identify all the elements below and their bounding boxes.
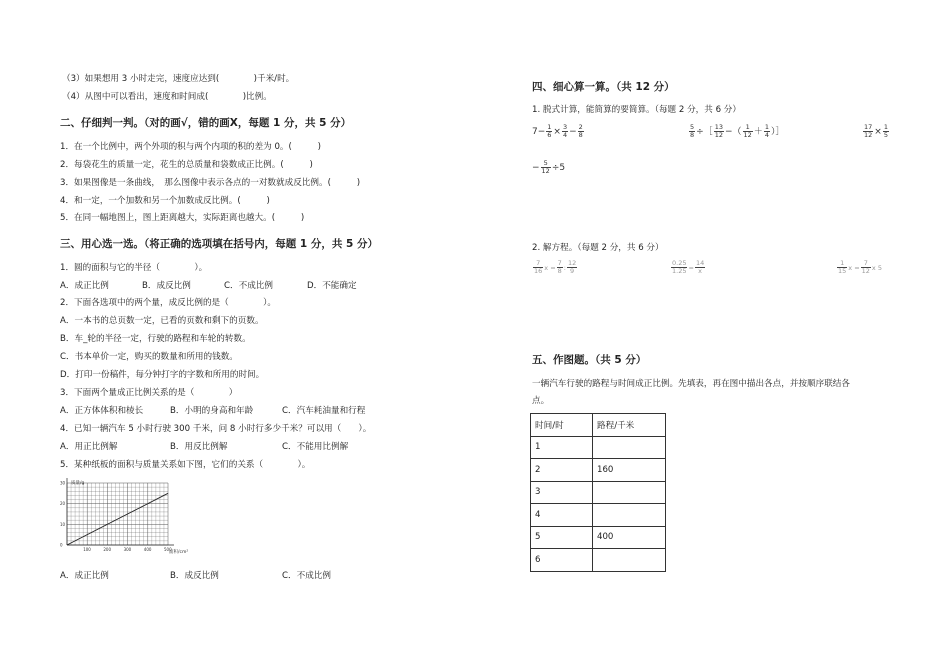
question-4-relation: （4）从图中可以看出，速度和时间成( )比例。 <box>62 92 272 102</box>
choice-q1-option-c: C．不成比例 <box>224 281 273 291</box>
expression-3: $\frac{17}{12}$ × $\frac{1}{5}$ <box>864 123 888 139</box>
table-header-time: 时间/时 <box>531 414 593 437</box>
x-tick-label: 400 <box>143 547 152 552</box>
choice-q2-option-c: C．书本单价一定，购买的数量和所用的钱数。 <box>60 352 238 362</box>
expr2-frac2: $\frac{13}{12}$ <box>714 123 723 139</box>
table-row <box>531 504 666 527</box>
choice-q2-option-d: D．打印一份稿件，每分钟打字的字数和所用的时间。 <box>60 370 265 380</box>
choice-q1-option-a: A．成正比例 <box>60 281 109 291</box>
table-cell-distance: 160 <box>593 459 666 482</box>
table-row <box>531 481 666 504</box>
x-tick-label: 100 <box>83 547 91 552</box>
table-cell-time: 3 <box>531 481 593 504</box>
expr3-frac1: $\frac{17}{12}$ <box>864 123 873 139</box>
choice-q5: 5．某种纸板的面积与质量关系如下图，它们的关系（ ）。 <box>60 460 311 470</box>
eq1-frac1: $\frac{7}{16}$ <box>534 259 543 275</box>
choice-q1: 1．圆的面积与它的半径（ ）。 <box>60 263 208 273</box>
chart-y-label: 质量/g <box>71 481 85 486</box>
judge-item-3: 3．如果图像是一条曲线， 那么图像中表示各点的一对数就成反比例。( ) <box>60 178 361 188</box>
table-row <box>531 459 666 482</box>
time-distance-table <box>530 413 666 572</box>
table-header-distance: 路程/千米 <box>593 414 666 437</box>
area-mass-chart <box>55 474 205 558</box>
table-cell-time: 5 <box>531 526 593 549</box>
expr2-frac3: $\frac{1}{12}$ <box>743 123 752 139</box>
choice-q5-option-b: B．成反比例 <box>170 571 219 581</box>
section-3-title: 三、用心选一选。（将正确的选项填在括号内，每题 1 分，共 5 分） <box>60 238 378 250</box>
eq2-frac1: $\frac{0.25}{1.25}$ <box>672 259 687 275</box>
choice-q1-option-d: D．不能确定 <box>307 281 357 291</box>
choice-q1-option-b: B．成反比例 <box>142 281 191 291</box>
expr1-frac3: $\frac{2}{8}$ <box>578 123 583 139</box>
choice-q4-option-b: B．用反比例解 <box>170 442 228 452</box>
eq1-frac3: $\frac{12}{9}$ <box>567 259 577 275</box>
expr1-frac1: $\frac{1}{6}$ <box>547 123 552 139</box>
choice-q4-option-c: C．不能用比例解 <box>282 442 349 452</box>
section-2-title: 二、仔细判一判。（对的画√，错的画X，每题 1 分，共 5 分） <box>60 117 352 129</box>
table-cell-distance[interactable] <box>593 549 666 572</box>
question-3-speed: （3）如果想用 3 小时走完，速度应达到( )千米/时。 <box>62 74 295 84</box>
equation-instructions: 2. 解方程。（每题 2 分，共 6 分） <box>532 243 664 253</box>
x-tick-label: 500 <box>164 547 172 552</box>
series-line <box>67 493 168 545</box>
expr1-frac2: $\frac{3}{4}$ <box>562 123 568 139</box>
eq1-frac2: $\frac{7}{8}$ <box>557 259 562 275</box>
equation-3: $\frac{1}{15}$ x = $\frac{7}{12}$ x 5 <box>838 259 882 275</box>
y-tick-label: 0 <box>60 542 63 548</box>
judge-item-1: 1．在一个比例中，两个外项的积与两个内项的积的差为 0。( ) <box>60 142 321 152</box>
table-row <box>531 436 666 459</box>
table-cell-time: 6 <box>531 549 593 572</box>
table-header-row <box>531 414 666 437</box>
choice-q3-option-a: A．正方体体积和棱长 <box>60 406 144 416</box>
judge-item-4: 4．和一定，一个加数和另一个加数成反比例。( ) <box>60 196 270 206</box>
choice-q5-option-c: C．不成比例 <box>282 571 331 581</box>
eq3-frac1: $\frac{1}{15}$ <box>838 259 847 275</box>
table-cell-time: 1 <box>531 436 593 459</box>
eq3-frac2: $\frac{7}{12}$ <box>861 259 870 275</box>
choice-q4-option-a: A．用正比例解 <box>60 442 118 452</box>
judge-item-2: 2．每袋花生的质量一定，花生的总质量和袋数成正比例。( ) <box>60 160 313 170</box>
equation-1: $\frac{7}{16}$ x = $\frac{7}{8}$ : $\frac{12}{9}$ <box>534 259 577 275</box>
table-cell-distance[interactable] <box>593 481 666 504</box>
table-cell-time: 4 <box>531 504 593 527</box>
drawing-description-line-1: 一辆汽车行驶的路程与时间成正比例。先填表，再在图中描出各点，并按顺序联结各 <box>532 379 850 389</box>
chart-grid <box>67 483 168 545</box>
x-tick-label: 200 <box>103 547 112 552</box>
choice-q3: 3．下面两个量成正比例关系的是（ ） <box>60 388 238 398</box>
y-tick-label: 30 <box>60 480 66 486</box>
x-tick-label: 300 <box>123 547 132 552</box>
drawing-description-line-2: 点。 <box>532 396 550 406</box>
table-cell-time: 2 <box>531 459 593 482</box>
judge-item-5: 5．在同一幅地图上，图上距离越大，实际距离也越大。( ) <box>60 213 305 223</box>
y-tick-label: 20 <box>60 501 66 507</box>
section-4-title: 四、细心算一算。（共 12 分） <box>532 81 675 93</box>
eq2-frac2: $\frac{14}{x}$ <box>695 259 705 275</box>
choice-q3-option-c: C．汽车耗油量和行程 <box>282 406 366 416</box>
table-cell-distance[interactable] <box>593 504 666 527</box>
choice-q3-option-b: B．小明的身高和年龄 <box>170 406 254 416</box>
expr3-tail-frac: $\frac{5}{12}$ <box>541 159 550 175</box>
choice-q4: 4．已知一辆汽车 5 小时行驶 300 千米，问 8 小时行多少千米？可以用（ ）。 <box>60 424 372 434</box>
chart-series <box>67 493 168 545</box>
choice-q5-option-a: A．成正比例 <box>60 571 109 581</box>
section-5-title: 五、作图题。（共 5 分） <box>532 354 647 366</box>
table-cell-distance: 400 <box>593 526 666 549</box>
expr2-frac1: $\frac{5}{8}$ <box>690 123 695 139</box>
table-row <box>531 526 666 549</box>
chart-x-label: 面积/cm² <box>169 550 189 555</box>
choice-q2: 2．下面各选项中的两个量，成反比例的是（ ）。 <box>60 298 277 308</box>
expression-3-continued: − $\frac{5}{12}$ ÷5 <box>532 159 566 175</box>
table-cell-distance[interactable] <box>593 436 666 459</box>
choice-q2-option-a: A．一本书的总页数一定，已看的页数和剩下的页数。 <box>60 316 264 326</box>
table-row <box>531 549 666 572</box>
expr3-frac2: $\frac{1}{5}$ <box>883 123 888 139</box>
choice-q2-option-b: B．车_轮的半径一定，行驶的路程和车轮的转数。 <box>60 334 251 344</box>
expr1-lead: 7− <box>532 127 546 137</box>
equation-2: $\frac{0.25}{1.25}$ = $\frac{14}{x}$ <box>672 259 705 275</box>
expression-2: $\frac{5}{8}$ ÷［ $\frac{13}{12}$ −（ $\frac{1}{12}$ ＋ $\frac{1}{4}$ ）］ <box>690 123 785 139</box>
expression-1: 7− $\frac{1}{6}$ × $\frac{3}{4}$ − $\frac{2}{8}$ <box>532 123 583 139</box>
y-tick-label: 10 <box>60 521 66 527</box>
calc-instructions: 1. 脱式计算，能简算的要简算。（每题 2 分，共 6 分） <box>532 105 741 115</box>
expr2-frac4: $\frac{1}{4}$ <box>764 123 769 139</box>
